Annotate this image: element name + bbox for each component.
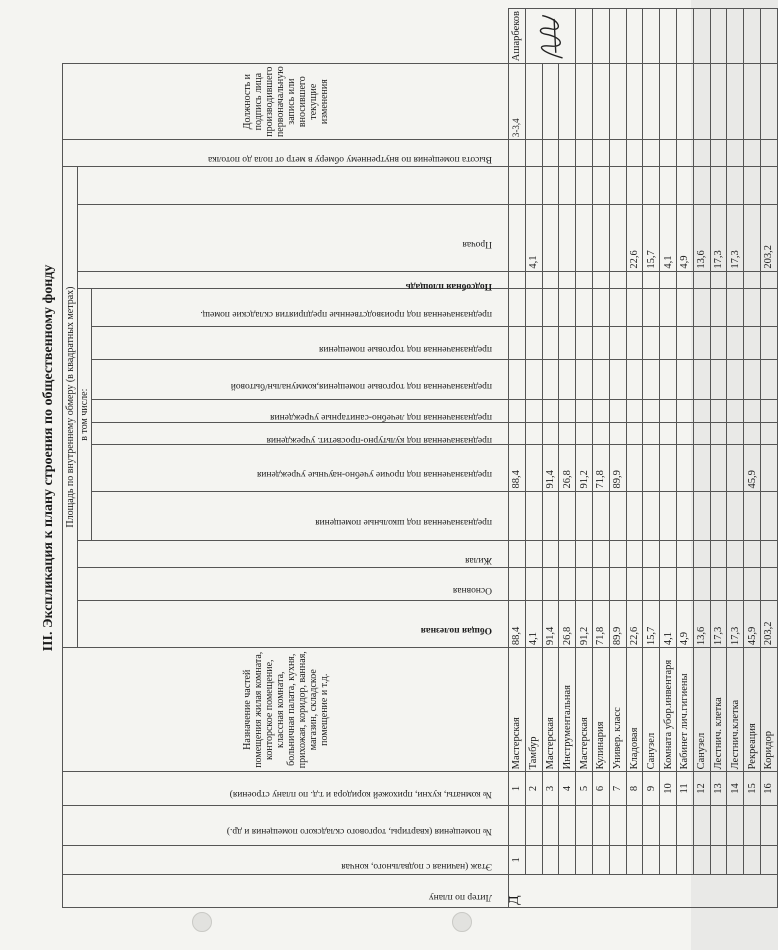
edu-cell: [660, 444, 677, 491]
room-name-cell: Кабинет лич.гигиены: [676, 648, 693, 772]
table-row: [626, 9, 643, 908]
room-no-cell: 11: [676, 772, 693, 805]
table-row: [509, 9, 526, 908]
floor-cell: 1: [509, 845, 526, 874]
table-row: [592, 9, 609, 908]
edu-cell: 91,2: [576, 444, 593, 491]
header-purpose: Назначение частей помещения жилая комната, конторское помещение, классная комната, больничная палата, кухня, прихожая, коридор, ванная, магазин, складское помещение и т.д.: [63, 648, 509, 772]
room-no-cell: 12: [693, 772, 710, 805]
floor-cell: [525, 845, 542, 874]
floor-cell: [609, 845, 626, 874]
room-no-cell: 13: [710, 772, 727, 805]
room-name-cell: Мастерская: [542, 648, 559, 772]
aux-cell: [744, 205, 761, 271]
aux-cell: 15,7: [643, 205, 660, 271]
header-area-group: Площадь по внутреннему обмеру (в квадратных метрах): [63, 167, 78, 648]
total-cell: 4,1: [525, 600, 542, 647]
table-row: [744, 9, 761, 908]
edu-cell: [676, 444, 693, 491]
aux-cell: [576, 205, 593, 271]
room-name-cell: Лестнич.клетка: [727, 648, 744, 772]
handwritten-signature: [526, 9, 575, 63]
header-signature: Должность и подпись лица производившего первоначальную запись или вносившего текущие изменения: [63, 64, 509, 140]
edu-cell: [525, 444, 542, 491]
edu-cell: [626, 444, 643, 491]
table-row: [643, 9, 660, 908]
header-trade-service: предназначенная под торговые помещения,коммунальн/бытовой: [91, 360, 508, 400]
edu-cell: 45,9: [744, 444, 761, 491]
total-cell: 15,7: [643, 600, 660, 647]
room-no-cell: 10: [660, 772, 677, 805]
header-row-1: [63, 9, 78, 908]
room-no-cell: 1: [509, 772, 526, 805]
edu-cell: [693, 444, 710, 491]
total-cell: 26,8: [559, 600, 576, 647]
room-name-cell: Кладовая: [626, 648, 643, 772]
room-name-cell: Универ. класс: [609, 648, 626, 772]
punch-hole: [452, 912, 472, 932]
table-row: [727, 9, 744, 908]
floor-cell: [676, 845, 693, 874]
header-premise-no: № помещения (квартиры, торгового складского помещения и др.): [63, 805, 509, 845]
aux-cell: 13,6: [693, 205, 710, 271]
room-name-cell: Коридор: [760, 648, 777, 772]
floor-cell: [710, 845, 727, 874]
aux-cell: [542, 205, 559, 271]
aux-cell: [509, 205, 526, 271]
floor-cell: [559, 845, 576, 874]
total-cell: 91,2: [576, 600, 593, 647]
header-room-no: № комнаты, кухни, прихожей коридора и т.д. по плану строения): [63, 772, 509, 805]
total-cell: 89,9: [609, 600, 626, 647]
table-row: [559, 9, 576, 908]
table-row: [760, 9, 777, 908]
header-main: Основная: [78, 568, 509, 601]
floor-cell: [744, 845, 761, 874]
room-no-cell: 4: [559, 772, 576, 805]
floor-cell: [660, 845, 677, 874]
total-cell: 71,8: [592, 600, 609, 647]
floor-cell: [760, 845, 777, 874]
table-row: [693, 9, 710, 908]
explication-table: [62, 8, 778, 908]
punch-hole: [192, 912, 212, 932]
total-cell: 22,6: [626, 600, 643, 647]
room-name-cell: Комната убор.инвентаря: [660, 648, 677, 772]
total-cell: 17,3: [710, 600, 727, 647]
room-no-cell: 9: [643, 772, 660, 805]
table-row: [676, 9, 693, 908]
edu-cell: 26,8: [559, 444, 576, 491]
header-total: Общая полезная: [78, 600, 509, 647]
room-no-cell: 2: [525, 772, 542, 805]
room-name-cell: Инструментальная: [559, 648, 576, 772]
header-culture: предназначенная под культурно-просветит. учреждения: [91, 423, 508, 444]
header-height: Высота помещения по внутреннему обмеру в метр от пола до потолка: [63, 140, 509, 167]
floor-cell: [727, 845, 744, 874]
aux-cell: [609, 205, 626, 271]
room-name-cell: Кулинария: [592, 648, 609, 772]
header-trade: предназначенная под торговые помещения: [91, 327, 508, 360]
header-blank: [78, 167, 509, 205]
aux-cell: 4,1: [660, 205, 677, 271]
floor-cell: [693, 845, 710, 874]
room-no-cell: 14: [727, 772, 744, 805]
table-row: [710, 9, 727, 908]
aux-cell: [559, 205, 576, 271]
aux-cell: 203,2: [760, 205, 777, 271]
room-name-cell: Мастерская: [509, 648, 526, 772]
header-industrial: предназначенная под производственные предприятия складские помещ.: [91, 289, 508, 327]
room-name-cell: Рекреация: [744, 648, 761, 772]
floor-cell: [643, 845, 660, 874]
floor-cell: [542, 845, 559, 874]
room-name-cell: Санузел: [693, 648, 710, 772]
room-name-cell: Лестнич. клетка: [710, 648, 727, 772]
aux-cell: [592, 205, 609, 271]
edu-cell: 88,4: [509, 444, 526, 491]
edu-cell: 89,9: [609, 444, 626, 491]
header-other: Прочая: [78, 205, 509, 271]
table-row: [576, 9, 593, 908]
edu-cell: [727, 444, 744, 491]
page-title: III. Экспликация к плану строения по общественному фонду: [41, 264, 56, 652]
table-row: [609, 9, 626, 908]
floor-cell: [576, 845, 593, 874]
header-incl: в том числе:: [78, 289, 92, 541]
total-cell: 91,4: [542, 600, 559, 647]
room-name-cell: Мастерская: [576, 648, 593, 772]
header-litera: Литер по плану: [63, 874, 509, 907]
edu-cell: [643, 444, 660, 491]
room-name-cell: Санузел: [643, 648, 660, 772]
total-cell: 4,9: [676, 600, 693, 647]
total-cell: 45,9: [744, 600, 761, 647]
header-edu: предназначенная под прочие учебно-научные учреждения: [91, 444, 508, 491]
table-row: [660, 9, 677, 908]
total-cell: 88,4: [509, 600, 526, 647]
total-cell: 4,1: [660, 600, 677, 647]
total-cell: 203,2: [760, 600, 777, 647]
room-no-cell: 3: [542, 772, 559, 805]
litera-cell: Д: [509, 874, 778, 907]
room-no-cell: 16: [760, 772, 777, 805]
edu-cell: [760, 444, 777, 491]
room-no-cell: 15: [744, 772, 761, 805]
aux-cell: 17,3: [727, 205, 744, 271]
header-floor: Этаж (начиная с подвального, кончая: [63, 845, 509, 874]
edu-cell: 91,4: [542, 444, 559, 491]
table-row: [542, 9, 559, 908]
table-row: [525, 9, 542, 908]
room-no-cell: 6: [592, 772, 609, 805]
floor-cell: [592, 845, 609, 874]
aux-cell: 4,1: [525, 205, 542, 271]
room-name-cell: Тамбур: [525, 648, 542, 772]
room-no-cell: 7: [609, 772, 626, 805]
total-cell: 13,6: [693, 600, 710, 647]
header-school: предназначенная под школьные помещения: [91, 491, 508, 541]
edu-cell: [710, 444, 727, 491]
aux-cell: 22,6: [626, 205, 643, 271]
explication-form: [38, 8, 775, 908]
aux-cell: 4,9: [676, 205, 693, 271]
header-living: Жилая: [78, 541, 509, 568]
room-no-cell: 8: [626, 772, 643, 805]
floor-cell: [626, 845, 643, 874]
room-no-cell: 5: [576, 772, 593, 805]
height-cell: 3-3,4: [509, 64, 526, 140]
header-auxiliary: Подсобная площадь: [78, 271, 509, 288]
signature-cell: [525, 9, 575, 64]
header-medical: предназначенная под лечебно-санитарные учреждения: [91, 400, 508, 423]
aux-cell: 17,3: [710, 205, 727, 271]
signer-cell: Ашарбеков: [509, 9, 526, 64]
edu-cell: 71,8: [592, 444, 609, 491]
total-cell: 17,3: [727, 600, 744, 647]
